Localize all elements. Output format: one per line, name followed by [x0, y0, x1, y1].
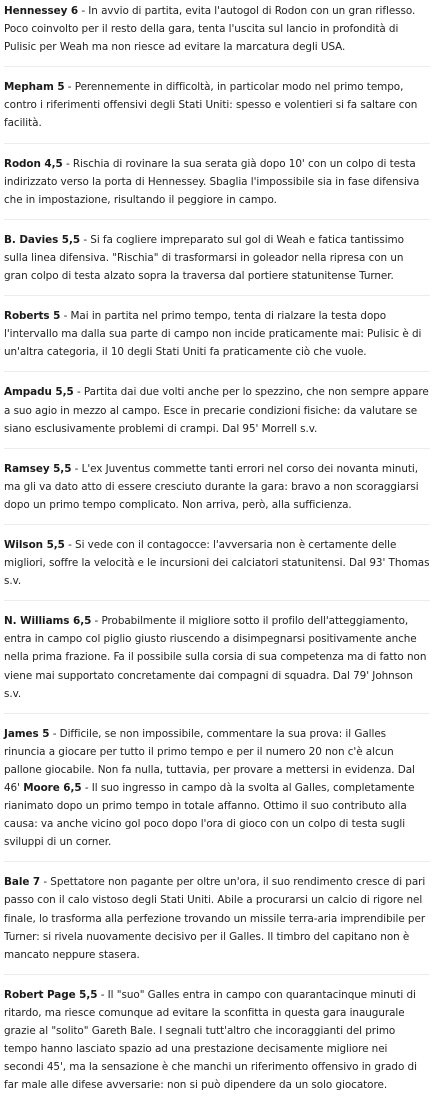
player-comment: - Rischia di rovinare la sua serata già dopo 10' con un colpo di testa indirizzato verso la porta di Hennessey. Sbaglia l'impossibile sia in fase difensiva che in impostazione, risultando il peggiore in campo.: [4, 157, 420, 206]
paragraph-text: [4, 612, 430, 702]
coach-comment: - Il "suo" Galles entra in campo con quarantacinque minuti di ritardo, ma riesce comunque ad evitare la sconfitta in questa gara inaugurale grazie al "solito" Gareth Bale. I segnali tutt'altro che incoraggianti del primo tempo hanno lasciato spazio ad una prestazione decisamente migliore nei secondi 45', ma la sensazione è che manchi un riferimento offensivo in grado di far male alle difese avversarie: non si può dipendere da un solo giocatore.: [4, 988, 417, 1092]
paragraph-text: [4, 383, 430, 437]
player-comment: - Si fa cogliere impreparato sul gol di Weah e fatica tantissimo sulla linea difensiva. "Rischia" di trasformarsi in goleador nella ripresa con un gran colpo di testa alzato sopra la traversa dal portiere statunitense Turner.: [4, 233, 404, 283]
paragraph-text: [4, 231, 430, 285]
player-comment: - Si vede con il contagocce: l'avversaria non è certamente delle migliori, soffre la velocità e le incursioni dei calciatori statunitensi. Dal 93' Thomas s.v.: [4, 538, 430, 588]
player-rating: Rodon 4,5: [4, 157, 63, 170]
substitute-rating: Moore 6,5: [23, 782, 82, 794]
paragraph-text: [4, 2, 430, 56]
player-rating: N. Williams 6,5: [4, 615, 92, 628]
paragraph-text: [4, 986, 430, 1095]
rating-paragraph: [4, 2, 430, 67]
rating-paragraph: [4, 536, 430, 601]
rating-paragraph: [4, 383, 430, 448]
rating-paragraph: [4, 460, 430, 525]
rating-paragraph: [4, 155, 430, 220]
player-comment: - Perennemente in difficoltà, in particolar modo nel primo tempo, contro i riferimenti offensivi degli Stati Uniti: spesso e volentieri si fa saltare con facilità.: [4, 81, 418, 130]
rating-paragraph: [4, 231, 430, 296]
paragraph-text: [4, 307, 430, 361]
player-comment: - In avvio di partita, evita l'autogol di Rodon con un gran riflesso. Poco coinvolto per il resto della gara, tenta l'uscita sul lancio in profondità di Pulisic per Weah ma non riesce ad evitare la marcatura degli USA.: [4, 5, 416, 54]
player-comment: - L'ex Juventus commette tanti errori nel corso dei novanta minuti, ma gli va dato atto di essere cresciuto durante la gara: bravo a non scoraggiarsi dopo un primo tempo complicato. Non arriva, però, alla sufficienza.: [4, 462, 419, 511]
player-rating: Hennessey 6: [4, 5, 79, 17]
player-comment: - Difficile, se non impossibile, commentare la sua prova: il Galles rinuncia a giocare per tutto il primo tempo e per il numero 20 non c'è alcun pallone giocabile. Non fa nulla, tuttavia, per provare a mettersi in evidenza. Dal 46': [4, 727, 415, 794]
player-rating: Ampadu 5,5: [4, 386, 74, 399]
rating-paragraph: [4, 873, 430, 974]
paragraph-text: [4, 460, 430, 514]
player-rating: Wilson 5,5: [4, 538, 65, 551]
player-rating: B. Davies 5,5: [4, 233, 81, 246]
rating-paragraph: [4, 986, 430, 1104]
rating-paragraph: [4, 307, 430, 372]
paragraph-text: [4, 873, 430, 963]
player-comment: - Spettatore non pagante per oltre un'ora, il suo rendimento cresce di pari passo con il calo vistoso degli Stati Uniti. Abile a procurarsi un calcio di rigore nel finale, lo trasforma alla perfezione trovando un missile terra-aria imprendibile per Turner: si rivela nuovamente decisivo per il Galles. Il timbro del capitano non è mancato neppure stasera.: [4, 876, 426, 961]
player-comment: - Probabilmente il migliore sotto il profilo dell'atteggiamento, entra in campo col piglio giusto riuscendo a disimpegnarsi positivamente anche nella prima frazione. Fa il possibile sulla corsia di sua competenza ma di fatto non viene mai supportato concretamente dai compagni di squadra. Dal 79' Johnson s.v.: [4, 615, 427, 700]
rating-paragraph: [4, 78, 430, 143]
paragraph-text: [4, 725, 430, 852]
paragraph-text: [4, 536, 430, 590]
player-rating: Mepham 5: [4, 81, 65, 94]
rating-paragraph: [4, 725, 430, 863]
player-comment: - Mai in partita nel primo tempo, tenta di rialzare la testa dopo l'intervallo ma dalla sua parte di campo non incide praticamente mai: Pulisic è di un'altra categoria, il 10 degli Stati Uniti fa praticamente ciò che vuole.: [4, 310, 422, 359]
substitute-comment: - Il suo ingresso in campo dà la svolta al Galles, completamente rianimato dopo un primo tempo in totale affanno. Ottimo il suo contributo alla causa: va anche vicino gol poco dopo l'ora di gioco con un colpo di testa sugli sviluppi di un corner.: [4, 782, 415, 849]
paragraph-text: [4, 155, 430, 209]
paragraph-text: [4, 78, 430, 132]
rating-paragraph: [4, 612, 430, 713]
coach-rating: Robert Page 5,5: [4, 988, 98, 1001]
player-rating: James 5: [4, 727, 50, 740]
player-rating: Ramsey 5,5: [4, 462, 72, 475]
player-rating: Roberts 5: [4, 310, 61, 323]
player-comment: - Partita dai due volti anche per lo spezzino, che non sempre appare a suo agio in mezzo al campo. Esce in precarie condizioni fisiche: da valutare se siano esclusivamente problemi di crampi. Dal 95' Morrell s.v.: [4, 386, 429, 435]
player-rating: Bale 7: [4, 876, 41, 889]
